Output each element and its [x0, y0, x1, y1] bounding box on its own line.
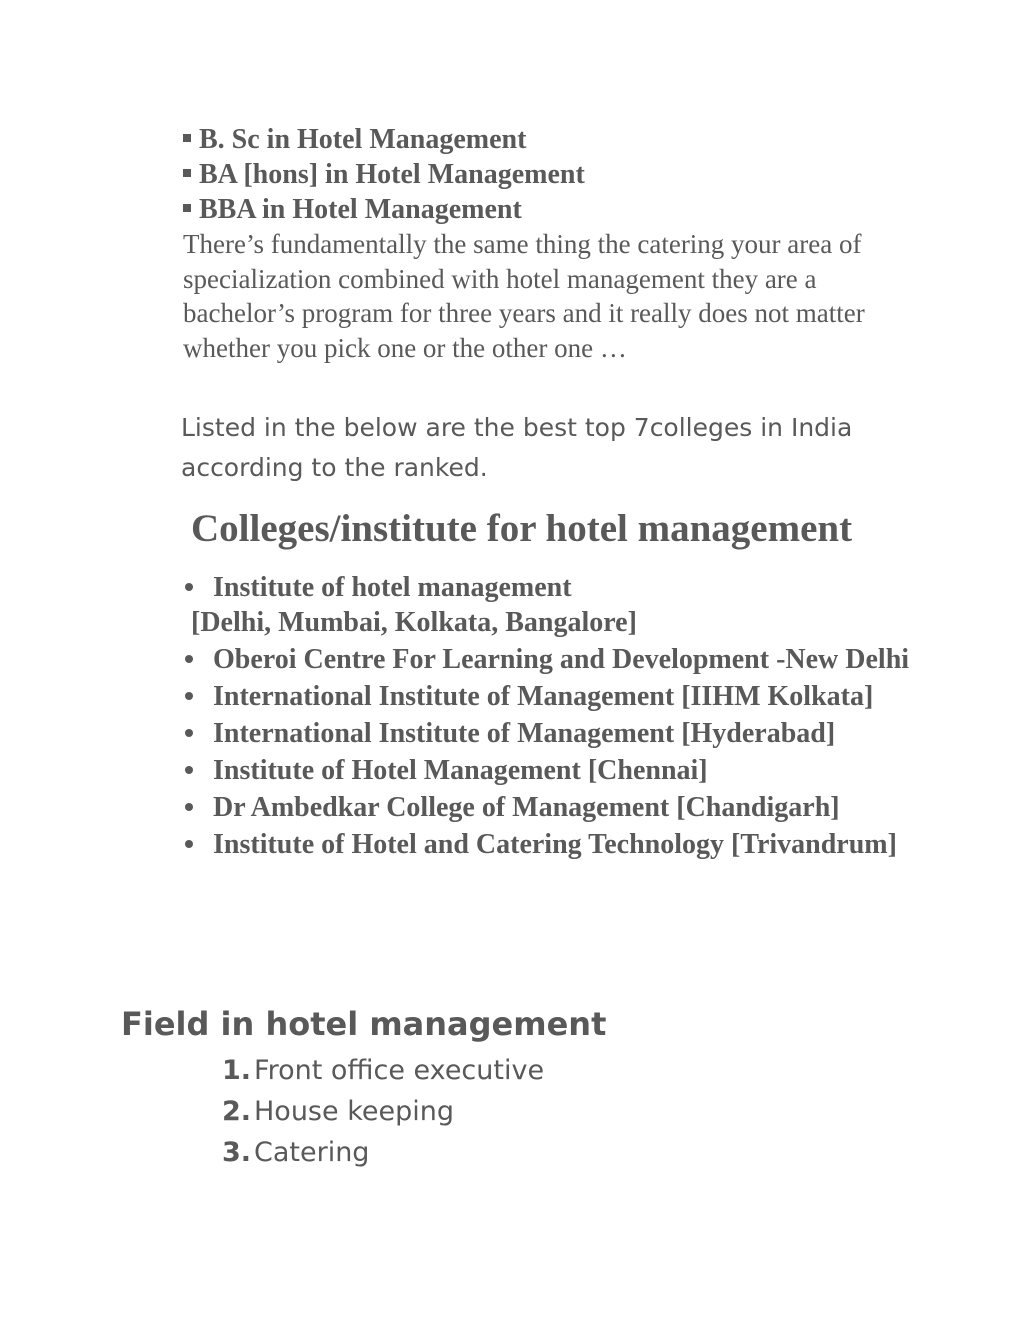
- list-item: [222, 1132, 722, 1173]
- list-item: [181, 827, 911, 862]
- field-label: Catering: [254, 1137, 370, 1168]
- college-name: Institute of hotel management: [213, 572, 572, 603]
- bullet-icon: [185, 766, 193, 774]
- list-item: [181, 679, 911, 714]
- degree-item: [183, 157, 903, 192]
- college-name: Dr Ambedkar College of Management [Chandigarh]: [213, 792, 840, 823]
- college-name: Oberoi Centre For Learning and Development -New Delhi: [213, 644, 910, 675]
- bullet-icon: [185, 583, 193, 591]
- field-heading: Field in hotel management: [121, 1005, 607, 1043]
- college-name: International Institute of Management [IIHM Kolkata]: [213, 681, 874, 712]
- intro-paragraph: There’s fundamentally the same thing the catering your area of specialization combined with hotel management they are a bachelor’s program for three years and it really does not matter whether you pick one or the other one …: [183, 229, 865, 363]
- degree-item: [183, 122, 903, 157]
- bullet-icon: [185, 840, 193, 848]
- list-number: 2.: [222, 1096, 252, 1127]
- college-locations: [Delhi, Mumbai, Kolkata, Bangalore]: [191, 607, 637, 638]
- square-bullet-icon: [183, 134, 191, 142]
- listed-text: Listed in the below are the best top 7colleges in India according to the ranked.: [181, 413, 853, 482]
- bullet-icon: [185, 692, 193, 700]
- list-item: [181, 570, 911, 640]
- colleges-heading: Colleges/institute for hotel management: [191, 507, 853, 550]
- colleges-list: [181, 570, 911, 864]
- list-item: [222, 1091, 722, 1132]
- field-list: [222, 1050, 722, 1173]
- bullet-icon: [185, 803, 193, 811]
- bullet-icon: [185, 655, 193, 663]
- college-name: International Institute of Management [Hyderabad]: [213, 718, 836, 749]
- list-item: [181, 753, 911, 788]
- list-item: [181, 642, 911, 677]
- field-label: House keeping: [254, 1096, 454, 1127]
- degree-label: B. Sc in Hotel Management: [199, 124, 527, 155]
- college-name: Institute of Hotel Management [Chennai]: [213, 755, 708, 786]
- degree-item: [183, 192, 903, 227]
- college-name: Institute of Hotel and Catering Technology [Trivandrum]: [213, 829, 897, 860]
- degree-label: BBA in Hotel Management: [199, 194, 522, 225]
- degree-section: [183, 122, 903, 365]
- square-bullet-icon: [183, 204, 191, 212]
- list-item: [181, 716, 911, 751]
- degree-label: BA [hons] in Hotel Management: [199, 159, 585, 190]
- list-item: [222, 1050, 722, 1091]
- list-item: [181, 790, 911, 825]
- list-number: 1.: [222, 1055, 252, 1086]
- field-label: Front office executive: [254, 1055, 545, 1086]
- list-number: 3.: [222, 1137, 252, 1168]
- square-bullet-icon: [183, 169, 191, 177]
- bullet-icon: [185, 729, 193, 737]
